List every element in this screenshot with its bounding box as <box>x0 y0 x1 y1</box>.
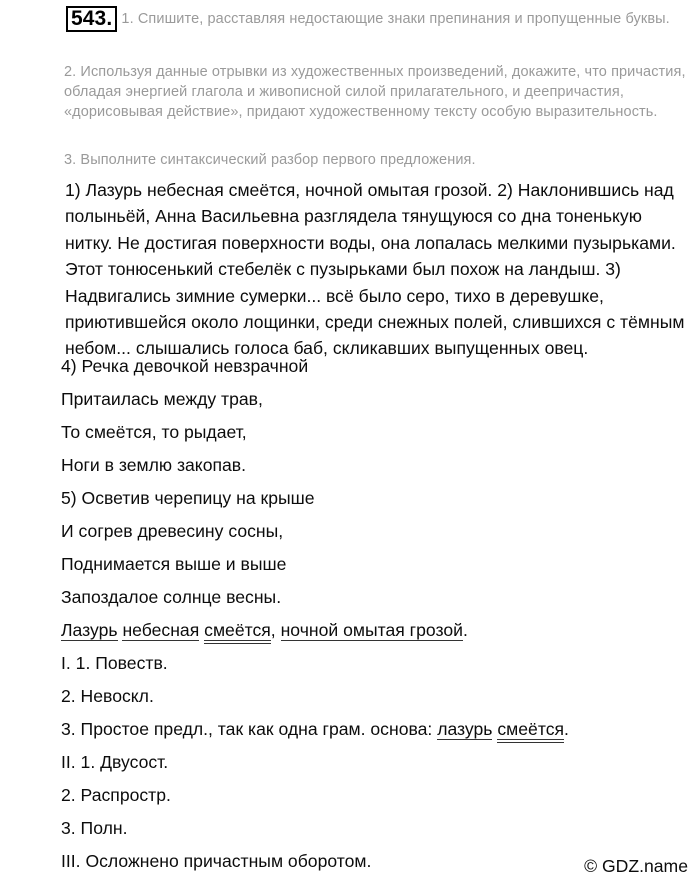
analysis-line-1: I. 1. Повеств. <box>61 653 168 673</box>
sentence-subject: Лазурь <box>61 620 118 640</box>
poem4-line-1: 4) Речка девочкой невзрачной <box>61 356 309 376</box>
task-2-text: 2. Используя данные отрывки из художественных произведений, докажите, что причастия, обладая энергией глагола и живописной силой прилагательного, и деепричастия, «дорисовывая действие», придают художественному тексту особую выразительность. <box>64 64 686 120</box>
prose-paragraph: 1) Лазурь небесная смеётся, ночной омытая грозой. 2) Наклонившись над полыньёй, Анна Васильевна разглядела тянущуюся со дна тоненькую нитку. Не достигая поверхности воды, она лопалась мелкими пузырьками. Этот тонюсенький стебелёк с пузырьками был похож на ландыш. 3) Надвигались зимние сумерки... всё было серо, тихо в деревушке, приютившейся около лощинки, среди снежных полей, слившихся с тёмным небом... слышались голоса баб, скликавших выпущенных овец. <box>65 180 685 359</box>
task-1 <box>10 6 690 32</box>
task-1-text: 1. Спишите, расставляя недостающие знаки препинания и пропущенные буквы. <box>121 11 670 27</box>
analysis-line-3 <box>61 718 681 751</box>
poem5-line-4: Запоздалое солнце весны. <box>61 587 282 607</box>
prose-excerpts <box>10 177 692 362</box>
task-3-text: 3. Выполните синтаксический разбор первого предложения. <box>64 152 476 168</box>
poem4-line-3: То смеётся, то рыдает, <box>61 422 247 442</box>
sentence-attribute: небесная <box>122 620 200 640</box>
sentence-predicate: смеётся <box>204 620 271 644</box>
poem5-line-3: Поднимается выше и выше <box>61 554 287 574</box>
analysis-line-4: II. 1. Двусост. <box>61 752 169 772</box>
grammar-subject: лазурь <box>437 719 493 739</box>
poem5-line-1: 5) Осветив черепицу на крыше <box>61 488 315 508</box>
poem4-line-4: Ноги в землю закопав. <box>61 455 247 475</box>
analysis-line-6: 3. Полн. <box>61 818 128 838</box>
grammar-predicate: смеётся <box>497 719 564 743</box>
poem5-line-2: И согрев древесину сосны, <box>61 521 284 541</box>
task-2 <box>10 62 690 122</box>
sentence-comma: , <box>270 620 276 640</box>
participial-phrase: ночной омытая грозой <box>280 620 463 640</box>
copyright-watermark: © GDZ.name <box>584 856 688 876</box>
analyzed-sentence <box>61 619 681 652</box>
poems-and-analysis <box>61 355 681 883</box>
analysis-line-5: 2. Распростр. <box>61 785 171 805</box>
sentence-end: . <box>462 620 468 640</box>
poem4-line-2: Притаилась между трав, <box>61 389 263 409</box>
exercise-number: 543. <box>66 6 117 32</box>
analysis-line-3-end: . <box>564 719 569 739</box>
analysis-line-2: 2. Невоскл. <box>61 686 154 706</box>
analysis-line-3-prefix: 3. Простое предл., так как одна грам. основа: <box>61 719 433 739</box>
analysis-line-7: III. Осложнено причастным оборотом. <box>61 851 372 871</box>
